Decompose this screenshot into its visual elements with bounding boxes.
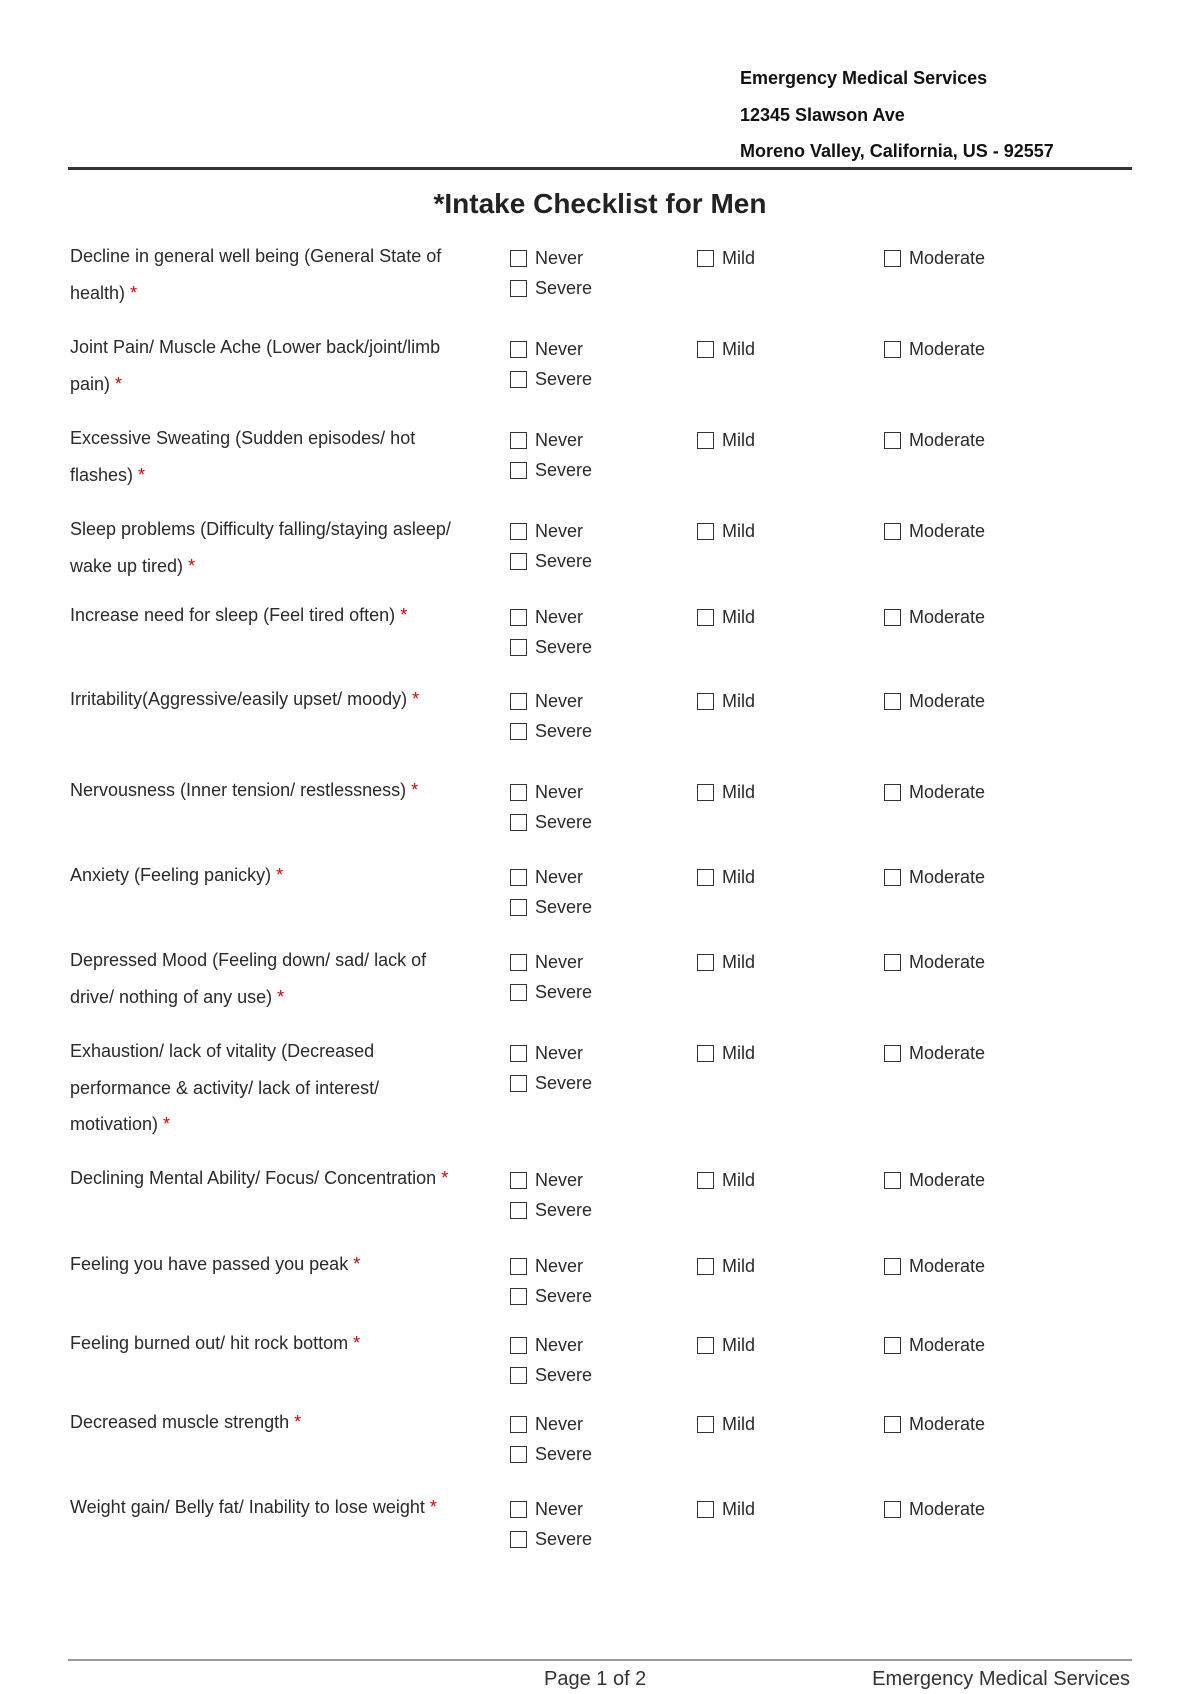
- option-label: Mild: [722, 1043, 756, 1063]
- question-label: [70, 1033, 470, 1143]
- question-text: Irritability(Aggressive/easily upset/ moody): [70, 689, 408, 709]
- footer-divider: [68, 1659, 1132, 1661]
- checkbox[interactable]: [510, 280, 527, 297]
- option-label: Severe: [535, 982, 593, 1002]
- org-name: Emergency Medical Services: [740, 68, 988, 88]
- option-label: Severe: [535, 1286, 593, 1306]
- option-label: Never: [535, 1335, 584, 1355]
- checkbox[interactable]: [884, 954, 901, 971]
- checkbox[interactable]: [510, 341, 527, 358]
- required-marker: *: [441, 1168, 449, 1188]
- checkbox[interactable]: [884, 1172, 901, 1189]
- question-label: [70, 857, 470, 894]
- option-label: Severe: [535, 369, 593, 389]
- checkbox[interactable]: [884, 1416, 901, 1433]
- option-never[interactable]: [510, 1042, 583, 1064]
- option-never[interactable]: [510, 951, 583, 973]
- option-never[interactable]: [510, 606, 583, 628]
- checkbox[interactable]: [697, 693, 714, 710]
- option-never[interactable]: [510, 690, 583, 712]
- checkbox[interactable]: [510, 1075, 527, 1092]
- required-marker: *: [412, 689, 420, 709]
- question-label: [70, 681, 470, 718]
- checkbox[interactable]: [884, 432, 901, 449]
- checkbox[interactable]: [697, 954, 714, 971]
- checkbox[interactable]: [697, 1045, 714, 1062]
- option-never[interactable]: [510, 781, 583, 803]
- checkbox[interactable]: [697, 341, 714, 358]
- checkbox[interactable]: [884, 693, 901, 710]
- option-severe[interactable]: [510, 1364, 592, 1386]
- org-header: [740, 64, 1054, 174]
- required-marker: *: [277, 986, 285, 1007]
- option-label: Moderate: [909, 430, 986, 450]
- checkbox[interactable]: [510, 1288, 527, 1305]
- question-label: [70, 1246, 470, 1283]
- option-label: Severe: [535, 1529, 593, 1549]
- question-label: [70, 1325, 470, 1362]
- checkbox[interactable]: [510, 1202, 527, 1219]
- option-never[interactable]: [510, 1413, 583, 1435]
- question-text: Anxiety (Feeling panicky): [70, 865, 272, 885]
- option-mild[interactable]: [697, 247, 755, 269]
- checkbox[interactable]: [510, 1446, 527, 1463]
- option-label: Never: [535, 248, 584, 268]
- checkbox[interactable]: [697, 869, 714, 886]
- checkbox[interactable]: [510, 869, 527, 886]
- option-never[interactable]: [510, 247, 583, 269]
- required-marker: *: [276, 865, 284, 885]
- option-label: Never: [535, 952, 584, 972]
- option-mild[interactable]: [697, 520, 755, 542]
- option-label: Mild: [722, 952, 756, 972]
- question-text: Weight gain/ Belly fat/ Inability to lose weight: [70, 1497, 425, 1517]
- option-label: Never: [535, 1043, 584, 1063]
- question-label: [70, 1489, 470, 1526]
- checkbox[interactable]: [884, 341, 901, 358]
- option-moderate[interactable]: [884, 866, 985, 888]
- question-label: [70, 772, 470, 809]
- option-label: Never: [535, 1256, 584, 1276]
- question-text: Feeling burned out/ hit rock bottom: [70, 1333, 349, 1353]
- question-label: [70, 329, 470, 402]
- checkbox[interactable]: [510, 462, 527, 479]
- org-street: 12345 Slawson Ave: [740, 104, 905, 125]
- option-mild[interactable]: [697, 1413, 755, 1435]
- footer-org-name: Emergency Medical Services: [872, 1668, 1130, 1690]
- option-mild[interactable]: [697, 1498, 755, 1520]
- required-marker: *: [130, 282, 138, 303]
- question-text: Joint Pain/ Muscle Ache (Lower back/joint/limb pain): [70, 337, 441, 394]
- checkbox[interactable]: [510, 899, 527, 916]
- org-city: Moreno Valley, California, US - 92557: [740, 141, 1054, 161]
- checkbox[interactable]: [510, 814, 527, 831]
- checkbox[interactable]: [510, 639, 527, 656]
- option-mild[interactable]: [697, 338, 755, 360]
- question-text: Feeling you have passed you peak: [70, 1254, 349, 1274]
- option-mild[interactable]: [697, 606, 755, 628]
- option-label: Severe: [535, 460, 593, 480]
- option-label: Severe: [535, 1365, 593, 1385]
- checkbox[interactable]: [510, 1337, 527, 1354]
- checkbox[interactable]: [697, 609, 714, 626]
- question-text: Depressed Mood (Feeling down/ sad/ lack of drive/ nothing of any use): [70, 950, 427, 1007]
- option-label: Mild: [722, 607, 756, 627]
- option-moderate[interactable]: [884, 1413, 985, 1435]
- question-label: [70, 597, 470, 634]
- question-label: [70, 1160, 470, 1197]
- option-label: Mild: [722, 691, 756, 711]
- option-severe[interactable]: [510, 896, 592, 918]
- option-label: Moderate: [909, 339, 986, 359]
- checkbox[interactable]: [697, 1501, 714, 1518]
- option-mild[interactable]: [697, 1334, 755, 1356]
- option-severe[interactable]: [510, 636, 592, 658]
- checkbox[interactable]: [510, 553, 527, 570]
- question-label: [70, 1404, 470, 1441]
- option-severe[interactable]: [510, 1443, 592, 1465]
- question-label: [70, 942, 470, 1015]
- option-label: Moderate: [909, 521, 986, 541]
- checkbox[interactable]: [884, 250, 901, 267]
- option-label: Never: [535, 782, 584, 802]
- question-text: Decreased muscle strength: [70, 1412, 290, 1432]
- form-title: *Intake Checklist for Men: [433, 188, 767, 219]
- option-label: Severe: [535, 1444, 593, 1464]
- required-marker: *: [400, 605, 408, 625]
- option-label: Moderate: [909, 1256, 986, 1276]
- option-never[interactable]: [510, 429, 583, 451]
- option-severe[interactable]: [510, 277, 592, 299]
- option-label: Severe: [535, 551, 593, 571]
- option-moderate[interactable]: [884, 1255, 985, 1277]
- required-marker: *: [429, 1497, 437, 1517]
- option-label: Moderate: [909, 1499, 986, 1519]
- checkbox[interactable]: [510, 723, 527, 740]
- checkbox[interactable]: [697, 1258, 714, 1275]
- option-label: Severe: [535, 721, 593, 741]
- header-divider: [68, 167, 1132, 170]
- question-label: [70, 420, 470, 493]
- option-moderate[interactable]: [884, 1498, 985, 1520]
- option-moderate[interactable]: [884, 338, 985, 360]
- option-mild[interactable]: [697, 1255, 755, 1277]
- question-label: [70, 511, 470, 584]
- checkbox[interactable]: [510, 371, 527, 388]
- checkbox[interactable]: [884, 784, 901, 801]
- option-moderate[interactable]: [884, 520, 985, 542]
- option-mild[interactable]: [697, 866, 755, 888]
- option-label: Moderate: [909, 1414, 986, 1434]
- checkbox[interactable]: [510, 1367, 527, 1384]
- option-label: Never: [535, 430, 584, 450]
- option-severe[interactable]: [510, 1285, 592, 1307]
- required-marker: *: [411, 780, 419, 800]
- checkbox[interactable]: [697, 250, 714, 267]
- option-never[interactable]: [510, 1334, 583, 1356]
- option-moderate[interactable]: [884, 429, 985, 451]
- option-moderate[interactable]: [884, 606, 985, 628]
- option-label: Mild: [722, 521, 756, 541]
- option-moderate[interactable]: [884, 1169, 985, 1191]
- option-severe[interactable]: [510, 1528, 592, 1550]
- option-label: Never: [535, 1170, 584, 1190]
- checkbox[interactable]: [697, 523, 714, 540]
- option-label: Moderate: [909, 952, 986, 972]
- option-label: Never: [535, 607, 584, 627]
- option-severe[interactable]: [510, 720, 592, 742]
- option-mild[interactable]: [697, 951, 755, 973]
- checkbox[interactable]: [884, 1258, 901, 1275]
- option-moderate[interactable]: [884, 1042, 985, 1064]
- checkbox[interactable]: [884, 1337, 901, 1354]
- checkbox[interactable]: [510, 984, 527, 1001]
- option-label: Severe: [535, 897, 593, 917]
- option-label: Mild: [722, 782, 756, 802]
- option-label: Moderate: [909, 1170, 986, 1190]
- option-severe[interactable]: [510, 550, 592, 572]
- question-text: Declining Mental Ability/ Focus/ Concentration: [70, 1168, 437, 1188]
- checkbox[interactable]: [884, 609, 901, 626]
- checkbox[interactable]: [510, 250, 527, 267]
- question-text: Exhaustion/ lack of vitality (Decreased performance & activity/ lack of interest/ motivation): [70, 1041, 380, 1134]
- checkbox[interactable]: [510, 1501, 527, 1518]
- option-label: Moderate: [909, 691, 986, 711]
- checkbox[interactable]: [510, 523, 527, 540]
- checkbox[interactable]: [884, 869, 901, 886]
- required-marker: *: [138, 464, 146, 485]
- option-label: Severe: [535, 278, 593, 298]
- option-moderate[interactable]: [884, 951, 985, 973]
- option-mild[interactable]: [697, 429, 755, 451]
- option-never[interactable]: [510, 520, 583, 542]
- checkbox[interactable]: [697, 784, 714, 801]
- option-label: Never: [535, 1414, 584, 1434]
- checkbox[interactable]: [884, 1045, 901, 1062]
- option-label: Severe: [535, 1073, 593, 1093]
- option-label: Never: [535, 339, 584, 359]
- option-label: Never: [535, 691, 584, 711]
- option-severe[interactable]: [510, 459, 592, 481]
- checkbox[interactable]: [697, 1172, 714, 1189]
- option-label: Severe: [535, 812, 593, 832]
- checkbox[interactable]: [697, 1416, 714, 1433]
- option-severe[interactable]: [510, 811, 592, 833]
- option-label: Mild: [722, 1414, 756, 1434]
- checkbox[interactable]: [510, 693, 527, 710]
- checkbox[interactable]: [510, 1416, 527, 1433]
- option-label: Mild: [722, 1499, 756, 1519]
- checkbox[interactable]: [510, 1045, 527, 1062]
- checkbox[interactable]: [510, 1172, 527, 1189]
- required-marker: *: [163, 1114, 171, 1134]
- option-never[interactable]: [510, 338, 583, 360]
- option-label: Moderate: [909, 1043, 986, 1063]
- option-label: Moderate: [909, 782, 986, 802]
- checkbox[interactable]: [697, 432, 714, 449]
- page-number: Page 1 of 2: [544, 1668, 647, 1690]
- option-label: Mild: [722, 1256, 756, 1276]
- option-never[interactable]: [510, 866, 583, 888]
- option-mild[interactable]: [697, 1169, 755, 1191]
- question-text: Decline in general well being (General State of health): [70, 246, 442, 303]
- required-marker: *: [294, 1412, 302, 1432]
- option-never[interactable]: [510, 1255, 583, 1277]
- option-label: Mild: [722, 339, 756, 359]
- option-mild[interactable]: [697, 690, 755, 712]
- required-marker: *: [353, 1254, 361, 1274]
- checkbox[interactable]: [510, 432, 527, 449]
- option-label: Mild: [722, 867, 756, 887]
- option-label: Mild: [722, 248, 756, 268]
- option-never[interactable]: [510, 1169, 583, 1191]
- checkbox[interactable]: [884, 523, 901, 540]
- checkbox[interactable]: [697, 1337, 714, 1354]
- option-label: Severe: [535, 637, 593, 657]
- option-label: Severe: [535, 1200, 593, 1220]
- checkbox[interactable]: [510, 609, 527, 626]
- checkbox[interactable]: [510, 1258, 527, 1275]
- question-label: [70, 238, 470, 311]
- required-marker: *: [115, 373, 123, 394]
- checkbox[interactable]: [510, 1531, 527, 1548]
- option-label: Mild: [722, 1170, 756, 1190]
- option-label: Moderate: [909, 607, 986, 627]
- question-text: Sleep problems (Difficulty falling/staying asleep/ wake up tired): [70, 519, 451, 576]
- option-moderate[interactable]: [884, 690, 985, 712]
- option-label: Never: [535, 1499, 584, 1519]
- required-marker: *: [188, 555, 196, 576]
- option-label: Moderate: [909, 248, 986, 268]
- option-severe[interactable]: [510, 981, 592, 1003]
- option-label: Never: [535, 867, 584, 887]
- option-severe[interactable]: [510, 1072, 592, 1094]
- checkbox[interactable]: [510, 784, 527, 801]
- option-mild[interactable]: [697, 781, 755, 803]
- checkbox[interactable]: [510, 954, 527, 971]
- question-text: Excessive Sweating (Sudden episodes/ hot flashes): [70, 428, 416, 485]
- option-never[interactable]: [510, 1498, 583, 1520]
- option-severe[interactable]: [510, 1199, 592, 1221]
- option-label: Moderate: [909, 867, 986, 887]
- question-text: Nervousness (Inner tension/ restlessness): [70, 780, 407, 800]
- option-mild[interactable]: [697, 1042, 755, 1064]
- option-severe[interactable]: [510, 368, 592, 390]
- option-label: Never: [535, 521, 584, 541]
- question-text: Increase need for sleep (Feel tired often): [70, 605, 396, 625]
- required-marker: *: [353, 1333, 361, 1353]
- option-moderate[interactable]: [884, 781, 985, 803]
- option-moderate[interactable]: [884, 247, 985, 269]
- option-moderate[interactable]: [884, 1334, 985, 1356]
- option-label: Mild: [722, 1335, 756, 1355]
- option-label: Mild: [722, 430, 756, 450]
- checkbox[interactable]: [884, 1501, 901, 1518]
- option-label: Moderate: [909, 1335, 986, 1355]
